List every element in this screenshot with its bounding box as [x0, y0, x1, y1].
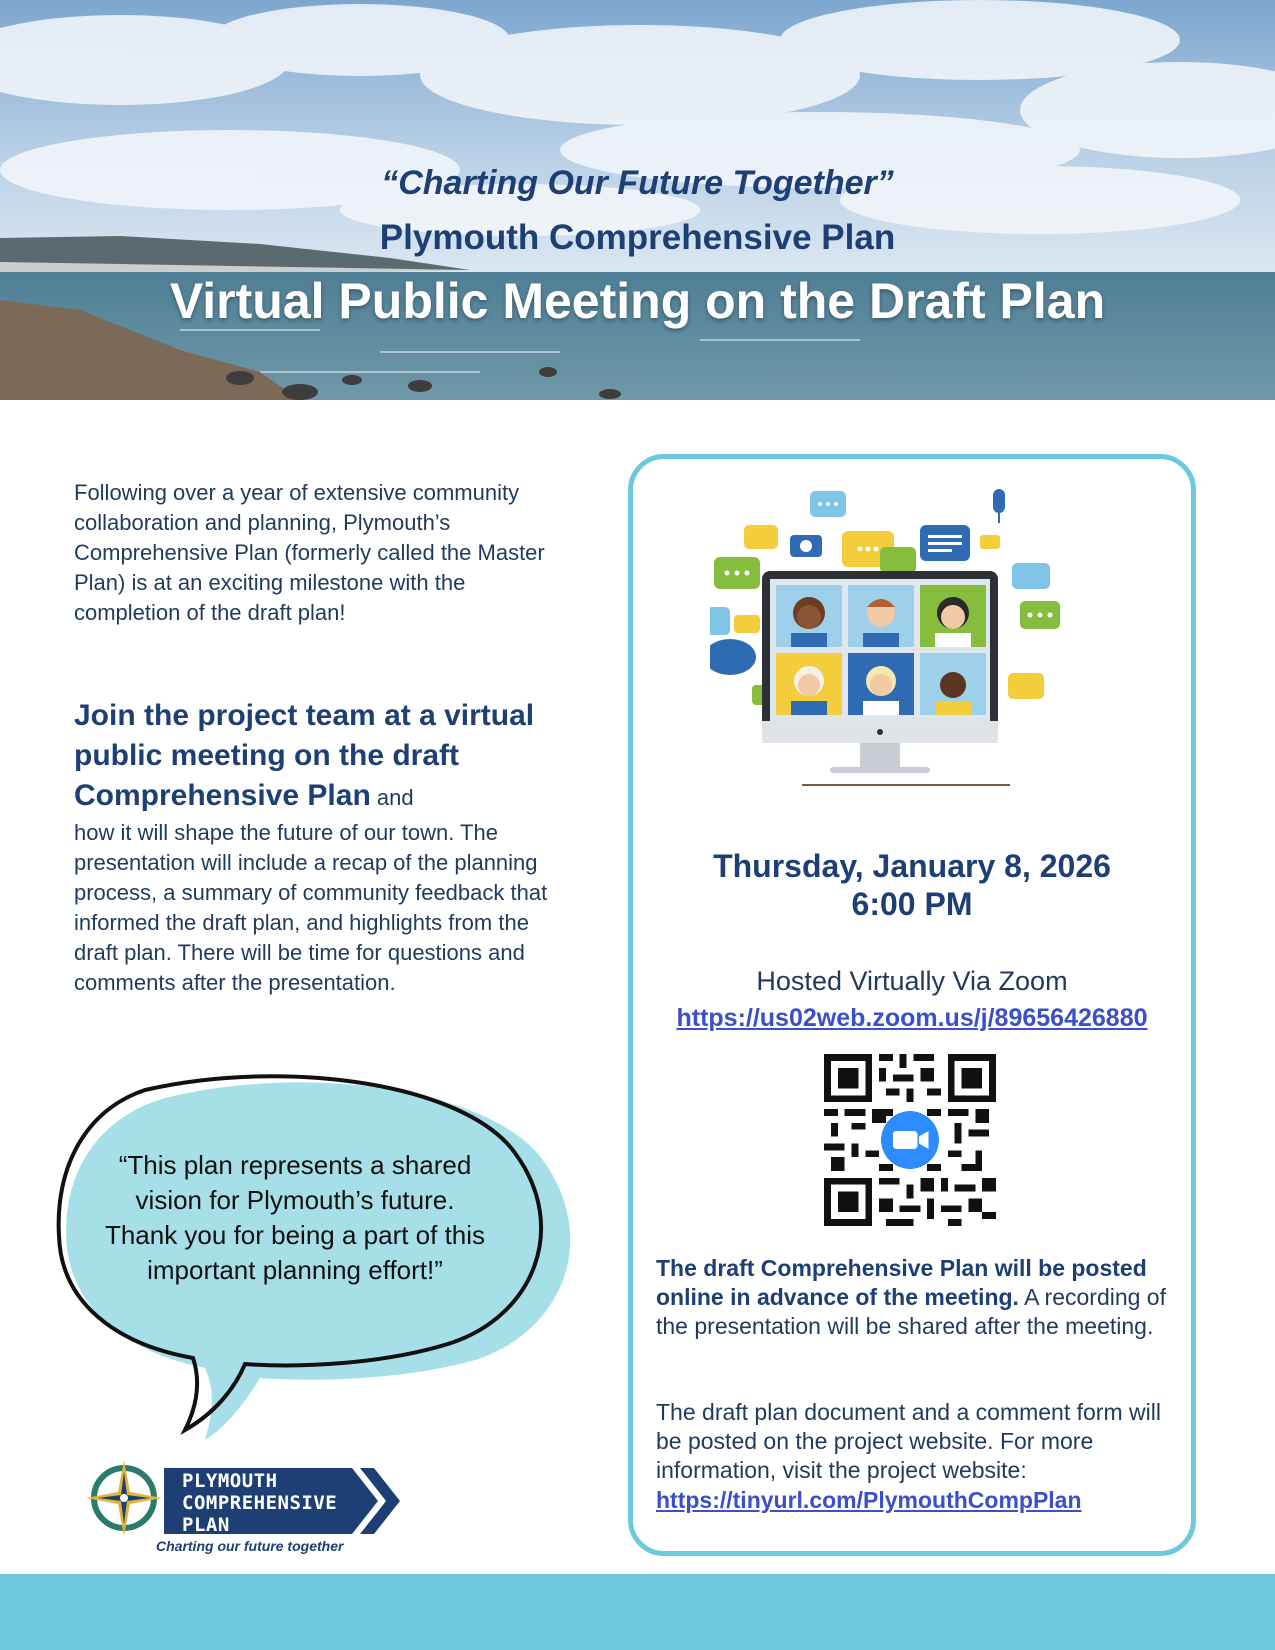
hosted-via-zoom: Hosted Virtually Via Zoom: [756, 966, 1068, 996]
video-conference-illustration: [710, 485, 1120, 805]
hero-banner: [0, 0, 1275, 400]
event-date: Thursday, January 8, 2026: [713, 848, 1111, 884]
join-heading: [74, 696, 574, 818]
plan-logo: [84, 1458, 414, 1558]
monitor-with-participants-icon: [710, 485, 1120, 805]
join-heading-tail: and: [370, 785, 414, 810]
qr-code-image: [824, 1054, 996, 1226]
qr-code[interactable]: [824, 1054, 996, 1226]
hero-headline: Virtual Public Meeting on the Draft Plan: [169, 273, 1106, 329]
microphone-icon: [993, 489, 1005, 513]
join-heading-text: Join the project team at a virtual public meeting on the draft Comprehensive Plan: [74, 699, 535, 812]
logo-line-2: COMPREHENSIVE: [182, 1492, 338, 1514]
hero-tagline: “Charting Our Future Together”: [381, 164, 894, 202]
advance-notice-bold: The draft Comprehensive Plan will be posted online in advance of the meeting.: [656, 1255, 1147, 1310]
join-body-paragraph: how it will shape the future of our town. The presentation will include a recap of the planning process, a summary of community feedback that informed the draft plan, and highlights from the draft plan. There will be time for questions and comments after the presentation.: [74, 820, 548, 995]
project-website-link[interactable]: https://tinyurl.com/PlymouthCompPlan: [656, 1487, 1082, 1513]
logo-tagline: Charting our future together: [156, 1538, 344, 1554]
advance-notice: [656, 1254, 1176, 1341]
advance-notice-rest: A recording of the presentation will be shared after the meeting.: [656, 1284, 1166, 1339]
intro-paragraph: Following over a year of extensive community collaboration and planning, Plymouth’s Comprehensive Plan (formerly called the Master Plan) is at an exciting milestone with the completion of the draft plan!: [74, 480, 545, 625]
logo-line-1: PLYMOUTH: [182, 1470, 278, 1492]
footer-band: [0, 1574, 1275, 1650]
compass-icon: [84, 1458, 164, 1538]
logo-line-3: PLAN: [182, 1514, 230, 1536]
hero-plan-name: Plymouth Comprehensive Plan: [379, 218, 896, 257]
zoom-meeting-link[interactable]: https://us02web.zoom.us/j/89656426880: [676, 1004, 1148, 1032]
quote-text: “This plan represents a shared vision for Plymouth’s future. Thank you for being a part of this important planning effort!”: [104, 1150, 486, 1285]
event-time: 6:00 PM: [851, 886, 973, 922]
website-info: The draft plan document and a comment form will be posted on the project website. For more information, visit the project website:: [656, 1399, 1161, 1483]
